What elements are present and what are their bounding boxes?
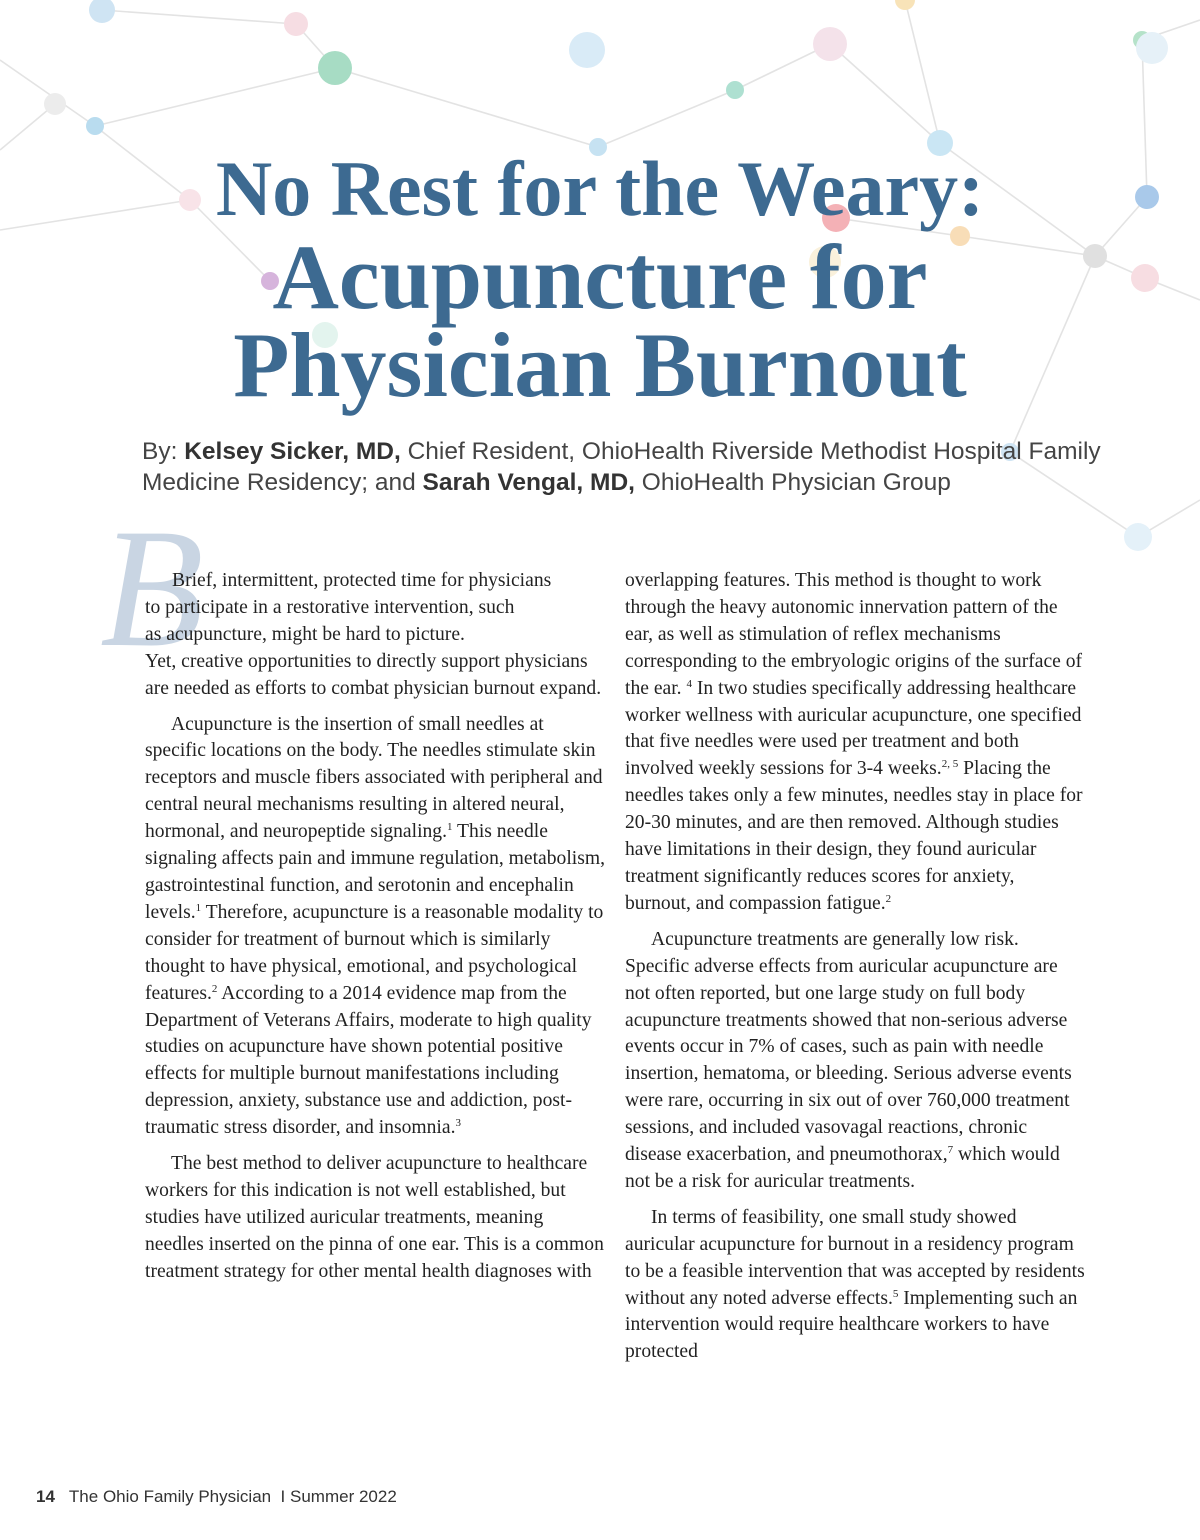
- page-number: 14: [36, 1487, 55, 1506]
- text-run: This needle signaling affects pain and immune regulation, metabolism, gastrointestinal function, and serotonin and encephalin levels.: [145, 821, 605, 923]
- author-2-name: Sarah Vengal, MD,: [422, 469, 635, 496]
- intro-line-1: Brief, intermittent, protected time for physicians: [172, 570, 552, 591]
- title-line-1: No Rest for the Weary:: [215, 145, 985, 232]
- intro-rest: Yet, creative opportunities to directly support physicians are needed as efforts to combat physician burnout expand.: [145, 650, 602, 699]
- left-column: [145, 568, 605, 1295]
- dropcap-letter: B: [100, 505, 204, 665]
- author-2-role: OhioHealth Physician Group: [634, 469, 951, 496]
- text-run: In two studies specifically addressing healthcare worker wellness with auricular acupuncture, one specified that five needles were used per treatment and both involved weekly sessions for 3-4 weeks.: [625, 677, 1082, 780]
- paragraph: The best method to deliver acupuncture to healthcare workers for this indication is not well established, but studies have utilized auricular treatments, meaning needles inserted on the pinna of one ear. This is a common treatment strategy for other mental health diagnoses with: [145, 1153, 604, 1282]
- paragraph: [625, 1205, 1085, 1366]
- text-run: overlapping features. This method is thought to work through the heavy autonomic innervation pattern of the ear, as well as stimulation of reflex mechanisms corresponding to the embryologic origins of the surface of the ear.: [625, 570, 1083, 699]
- intro-line-2: to participate in a restorative intervention, such: [145, 596, 515, 618]
- paragraph-intro: [145, 568, 605, 703]
- byline-prefix: By:: [142, 438, 185, 465]
- text-run: According to a 2014 evidence map from the Department of Veterans Affairs, moderate to high quality studies on acupuncture have shown potential positive effects for multiple burnout manifestations including depression, anxiety, substance use and addiction, post-traumatic stress disorder, and insomnia.: [145, 982, 592, 1139]
- intro-line-3: as acupuncture, might be hard to picture.: [145, 623, 465, 645]
- citation: 1: [447, 821, 453, 834]
- paragraph: [625, 568, 1085, 918]
- text-run: In terms of feasibility, one small study showed auricular acupuncture for burnout in a residency program to be a feasible intervention that was accepted by residents without any noted adverse effects.: [625, 1206, 1085, 1309]
- citation: 5: [892, 1287, 899, 1300]
- paragraph: [625, 927, 1085, 1196]
- citation: 2: [211, 982, 218, 995]
- title-line-3: Physician Burnout: [233, 314, 967, 416]
- citation: 4: [686, 677, 692, 690]
- citation: 7: [947, 1144, 954, 1157]
- citation: 1: [195, 901, 202, 914]
- text-run: Implementing such an intervention would require healthcare workers to have protected: [625, 1287, 1078, 1363]
- title-line-2: Acupuncture for: [272, 226, 928, 328]
- text-run: which would not be a risk for auricular treatments.: [625, 1144, 1060, 1192]
- right-column: [625, 568, 1085, 1375]
- publication-name: The Ohio Family Physician I Summer 2022: [68, 1487, 397, 1506]
- citation: 2, 5: [941, 758, 959, 771]
- citation: 2: [885, 892, 892, 905]
- citation: 3: [455, 1117, 461, 1130]
- page-footer: [36, 1487, 397, 1507]
- article-title: [100, 145, 1100, 416]
- paragraph: [145, 712, 605, 1143]
- byline: [142, 436, 1122, 498]
- text-run: Acupuncture treatments are generally low risk. Specific adverse effects from auricular acupuncture are not often reported, but one large study on full body acupuncture treatments showed that non-serious adverse events occur in 7% of cases, such as pain with needle insertion, hematoma, or bleeding. Serious adverse events were rare, occurring in six out of over 760,000 treatment sessions, and included vasovagal reactions, chronic disease exacerbation, and pneumothorax,: [625, 928, 1072, 1166]
- text-run: Placing the needles takes only a few minutes, needles stay in place for 20-30 minutes, and are then removed. Although studies have limitations in their design, they found auricular treatment significantly reduces scores for anxiety, burnout, and compassion fatigue.: [625, 758, 1083, 914]
- text-run: Therefore, acupuncture is a reasonable modality to consider for treatment of burnout which is similarly thought to have physical, emotional, and psychological features.: [145, 901, 604, 1004]
- text-run: Acupuncture is the insertion of small needles at specific locations on the body. The needles stimulate skin receptors and muscle fibers associated with peripheral and central neural mechanisms resulting in altered neural, hormonal, and neuropeptide signaling.: [145, 713, 603, 843]
- author-1-name: Kelsey Sicker, MD,: [184, 438, 401, 465]
- author-1-role: Chief Resident, OhioHealth Riverside Methodist Hospital Family Medicine Residency; and: [142, 438, 1101, 496]
